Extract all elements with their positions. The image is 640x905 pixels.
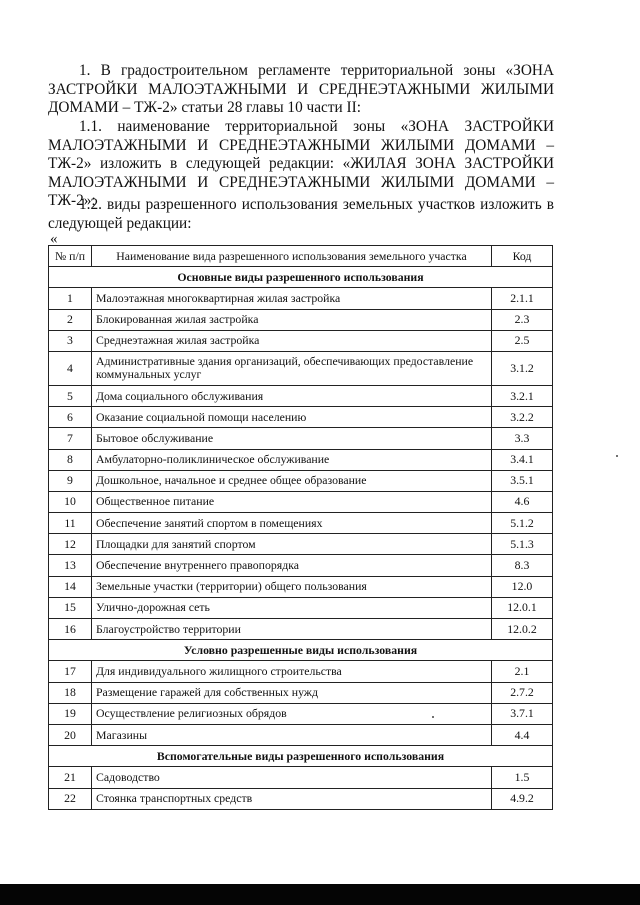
section-row bbox=[49, 640, 553, 661]
table-row bbox=[49, 385, 553, 406]
table-row bbox=[49, 534, 553, 555]
row-code: 12.0.2 bbox=[492, 619, 553, 640]
row-number: 15 bbox=[49, 597, 92, 618]
table-row bbox=[49, 682, 553, 703]
table-row bbox=[49, 428, 553, 449]
row-code: 12.0.1 bbox=[492, 597, 553, 618]
row-number: 9 bbox=[49, 470, 92, 491]
row-code: 3.2.2 bbox=[492, 407, 553, 428]
row-code: 3.5.1 bbox=[492, 470, 553, 491]
section-title: Основные виды разрешенного использования bbox=[49, 267, 553, 288]
table-row bbox=[49, 703, 553, 724]
row-number: 7 bbox=[49, 428, 92, 449]
row-code: 3.1.2 bbox=[492, 351, 553, 385]
table-row bbox=[49, 597, 553, 618]
row-number: 17 bbox=[49, 661, 92, 682]
row-name: Среднеэтажная жилая застройка bbox=[92, 330, 492, 351]
row-name: Осуществление религиозных обрядов bbox=[92, 703, 492, 724]
land-use-table bbox=[48, 245, 553, 810]
row-number: 18 bbox=[49, 682, 92, 703]
row-name: Для индивидуального жилищного строительства bbox=[92, 661, 492, 682]
row-code: 5.1.3 bbox=[492, 534, 553, 555]
table-row bbox=[49, 724, 553, 745]
paragraph-1: 1. В градостроительном регламенте территориальной зоны «ЗОНА ЗАСТРОЙКИ МАЛОЭТАЖНЫМИ И СРЕДНЕЭТАЖНЫМИ ЖИЛЫМИ ДОМАМИ – ТЖ-2» статьи 28 главы 10 части II: bbox=[48, 62, 554, 117]
table-row bbox=[49, 555, 553, 576]
row-code: 4.4 bbox=[492, 724, 553, 745]
table-body bbox=[49, 267, 553, 810]
paragraph-1-2: 1.2. виды разрешенного использования земельных участков изложить в следующей редакции: bbox=[48, 196, 554, 232]
row-number: 13 bbox=[49, 555, 92, 576]
table-row bbox=[49, 513, 553, 534]
row-code: 3.3 bbox=[492, 428, 553, 449]
row-name: Бытовое обслуживание bbox=[92, 428, 492, 449]
row-name: Улично-дорожная сеть bbox=[92, 597, 492, 618]
row-name: Размещение гаражей для собственных нужд bbox=[92, 682, 492, 703]
row-name: Малоэтажная многоквартирная жилая застройка bbox=[92, 288, 492, 309]
row-code: 12.0 bbox=[492, 576, 553, 597]
header-name: Наименование вида разрешенного использования земельного участка bbox=[92, 246, 492, 267]
row-code: 2.7.2 bbox=[492, 682, 553, 703]
row-code: 3.7.1 bbox=[492, 703, 553, 724]
table-row bbox=[49, 470, 553, 491]
table-row bbox=[49, 661, 553, 682]
section-title: Условно разрешенные виды использования bbox=[49, 640, 553, 661]
row-name: Общественное питание bbox=[92, 491, 492, 512]
row-code: 2.3 bbox=[492, 309, 553, 330]
table-row bbox=[49, 288, 553, 309]
scan-speck bbox=[616, 455, 618, 457]
row-name: Стоянка транспортных средств bbox=[92, 788, 492, 809]
table-row bbox=[49, 491, 553, 512]
row-number: 10 bbox=[49, 491, 92, 512]
row-code: 4.6 bbox=[492, 491, 553, 512]
row-code: 4.9.2 bbox=[492, 788, 553, 809]
paragraph-1-1: 1.1. наименование территориальной зоны «ЗОНА ЗАСТРОЙКИ МАЛОЭТАЖНЫМИ И СРЕДНЕЭТАЖНЫМИ ЖИЛЫМИ ДОМАМИ – ТЖ-2» изложить в следующей редакции: «ЖИЛАЯ ЗОНА ЗАСТРОЙКИ МАЛОЭТАЖНЫМИ И СРЕДНЕЭТАЖНЫМИ ЖИЛЫМИ ДОМАМИ – ТЖ-2»; bbox=[48, 118, 554, 210]
row-code: 8.3 bbox=[492, 555, 553, 576]
row-number: 21 bbox=[49, 767, 92, 788]
header-num: № п/п bbox=[49, 246, 92, 267]
row-number: 19 bbox=[49, 703, 92, 724]
row-name: Площадки для занятий спортом bbox=[92, 534, 492, 555]
row-code: 1.5 bbox=[492, 767, 553, 788]
section-row bbox=[49, 267, 553, 288]
row-number: 3 bbox=[49, 330, 92, 351]
row-number: 5 bbox=[49, 385, 92, 406]
row-name: Обеспечение внутреннего правопорядка bbox=[92, 555, 492, 576]
row-name: Административные здания организаций, обеспечивающих предоставление коммунальных услуг bbox=[92, 351, 492, 385]
row-number: 2 bbox=[49, 309, 92, 330]
opening-quote-mark: « bbox=[50, 231, 58, 247]
row-name: Садоводство bbox=[92, 767, 492, 788]
row-number: 20 bbox=[49, 724, 92, 745]
section-title: Вспомогательные виды разрешенного использования bbox=[49, 746, 553, 767]
row-name: Обеспечение занятий спортом в помещениях bbox=[92, 513, 492, 534]
row-name: Дошкольное, начальное и среднее общее образование bbox=[92, 470, 492, 491]
row-name: Магазины bbox=[92, 724, 492, 745]
row-code: 3.2.1 bbox=[492, 385, 553, 406]
row-name: Блокированная жилая застройка bbox=[92, 309, 492, 330]
scan-border bbox=[0, 884, 640, 905]
table-row bbox=[49, 449, 553, 470]
table-header-row bbox=[49, 246, 553, 267]
row-name: Амбулаторно-поликлиническое обслуживание bbox=[92, 449, 492, 470]
row-name: Благоустройство территории bbox=[92, 619, 492, 640]
table-row bbox=[49, 619, 553, 640]
row-code: 2.1 bbox=[492, 661, 553, 682]
row-code: 2.5 bbox=[492, 330, 553, 351]
row-number: 8 bbox=[49, 449, 92, 470]
row-number: 11 bbox=[49, 513, 92, 534]
header-code: Код bbox=[492, 246, 553, 267]
table-row bbox=[49, 788, 553, 809]
table-row bbox=[49, 767, 553, 788]
table-row bbox=[49, 351, 553, 385]
section-row bbox=[49, 746, 553, 767]
row-name: Земельные участки (территории) общего пользования bbox=[92, 576, 492, 597]
table-row bbox=[49, 576, 553, 597]
row-code: 2.1.1 bbox=[492, 288, 553, 309]
row-number: 4 bbox=[49, 351, 92, 385]
row-number: 1 bbox=[49, 288, 92, 309]
table-row bbox=[49, 309, 553, 330]
row-number: 12 bbox=[49, 534, 92, 555]
row-number: 14 bbox=[49, 576, 92, 597]
table-row bbox=[49, 407, 553, 428]
row-number: 22 bbox=[49, 788, 92, 809]
row-code: 3.4.1 bbox=[492, 449, 553, 470]
row-number: 6 bbox=[49, 407, 92, 428]
table-row bbox=[49, 330, 553, 351]
row-number: 16 bbox=[49, 619, 92, 640]
row-name: Оказание социальной помощи населению bbox=[92, 407, 492, 428]
row-name: Дома социального обслуживания bbox=[92, 385, 492, 406]
scan-speck bbox=[432, 716, 434, 718]
row-code: 5.1.2 bbox=[492, 513, 553, 534]
